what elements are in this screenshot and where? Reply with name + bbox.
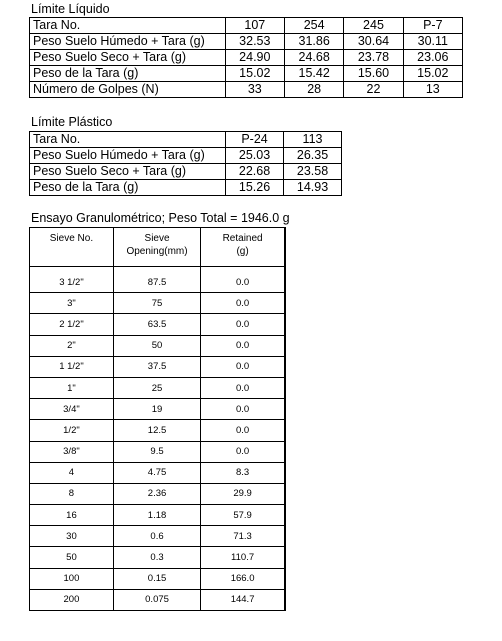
sieve-no-cell: 2" [30, 335, 114, 356]
retained-cell: 0.0 [201, 293, 285, 314]
opening-cell: 0.15 [113, 568, 200, 589]
sieve-no-cell: 100 [30, 568, 114, 589]
retained-cell: 57.9 [201, 505, 285, 526]
row-label: Peso de la Tara (g) [30, 66, 226, 82]
sieve-table [29, 227, 286, 611]
opening-cell: 0.075 [113, 589, 200, 610]
retained-cell: 0.0 [201, 420, 285, 441]
opening-cell: 19 [113, 399, 200, 420]
cell-value: 32.53 [225, 34, 284, 50]
retained-cell: 0.0 [201, 377, 285, 398]
retained-header [201, 228, 285, 267]
row-label: Número de Golpes (N) [30, 82, 226, 98]
table-row [30, 82, 463, 98]
opening-cell: 12.5 [113, 420, 200, 441]
table-row [30, 462, 286, 483]
table-row [30, 420, 286, 441]
table-row [30, 272, 286, 293]
sieve-no-cell: 2 1/2" [30, 314, 114, 335]
sieve-no-cell: 16 [30, 505, 114, 526]
retained-cell: 166.0 [201, 568, 285, 589]
sieve-no-cell: 1/2" [30, 420, 114, 441]
cell-value: 33 [225, 82, 284, 98]
row-label: Peso Suelo Seco + Tara (g) [30, 50, 226, 66]
row-label: Peso Suelo Seco + Tara (g) [30, 164, 226, 180]
retained-cell: 29.9 [201, 483, 285, 504]
tare-id: 113 [284, 132, 342, 148]
header-text: Retained [222, 233, 263, 244]
gradation-title: Ensayo Granulométrico; Peso Total = 1946.0 g [31, 211, 290, 225]
sieve-no-cell: 30 [30, 526, 114, 547]
cell-value: 14.93 [284, 180, 342, 196]
table-row [30, 34, 463, 50]
table-row [30, 589, 286, 610]
table-row [30, 505, 286, 526]
opening-cell: 2.36 [113, 483, 200, 504]
table-row [30, 66, 463, 82]
retained-cell: 0.0 [201, 441, 285, 462]
row-label: Peso de la Tara (g) [30, 180, 226, 196]
opening-cell: 50 [113, 335, 200, 356]
opening-cell: 37.5 [113, 356, 200, 377]
sieve-no-cell: 8 [30, 483, 114, 504]
retained-cell: 110.7 [201, 547, 285, 568]
cell-value: 22.68 [226, 164, 284, 180]
retained-cell: 0.0 [201, 272, 285, 293]
sieve-no-cell: 3/8" [30, 441, 114, 462]
table-row [30, 547, 286, 568]
cell-value: 23.78 [344, 50, 403, 66]
retained-cell: 8.3 [201, 462, 285, 483]
opening-cell: 9.5 [113, 441, 200, 462]
sieve-no-cell: 1 1/2" [30, 356, 114, 377]
retained-cell: 0.0 [201, 399, 285, 420]
cell-value: 24.68 [284, 50, 343, 66]
tare-id: 245 [344, 18, 403, 34]
sieve-no-cell: 3/4" [30, 399, 114, 420]
cell-value: 31.86 [284, 34, 343, 50]
sieve-no-cell: 200 [30, 589, 114, 610]
table-row [30, 568, 286, 589]
table-row [30, 377, 286, 398]
tare-id: P-7 [403, 18, 462, 34]
table-row [30, 441, 286, 462]
liquid-limit-title: Límite Líquido [31, 2, 110, 16]
header-text: (g) [236, 246, 249, 257]
cell-value: 15.02 [403, 66, 462, 82]
cell-value: 30.11 [403, 34, 462, 50]
cell-value: 23.06 [403, 50, 462, 66]
cell-value: 13 [403, 82, 462, 98]
opening-cell: 75 [113, 293, 200, 314]
table-header-row [30, 228, 286, 267]
table-row [30, 483, 286, 504]
tare-id: P-24 [226, 132, 284, 148]
table-row [30, 132, 342, 148]
tare-id: 107 [225, 18, 284, 34]
tare-header-label: Tara No. [30, 132, 226, 148]
cell-value: 15.60 [344, 66, 403, 82]
plastic-limit-title: Límite Plástico [31, 115, 113, 129]
table-row [30, 399, 286, 420]
cell-value: 23.58 [284, 164, 342, 180]
liquid-limit-table [29, 17, 463, 98]
row-label: Peso Suelo Húmedo + Tara (g) [30, 34, 226, 50]
opening-cell: 63.5 [113, 314, 200, 335]
retained-cell: 0.0 [201, 356, 285, 377]
sieve-no-cell: 4 [30, 462, 114, 483]
table-row [30, 356, 286, 377]
table-row [30, 526, 286, 547]
row-label: Peso Suelo Húmedo + Tara (g) [30, 148, 226, 164]
cell-value: 15.02 [225, 66, 284, 82]
cell-value: 22 [344, 82, 403, 98]
cell-value: 15.42 [284, 66, 343, 82]
table-row [30, 335, 286, 356]
table-row [30, 18, 463, 34]
table-row [30, 148, 342, 164]
plastic-limit-table [29, 131, 342, 196]
cell-value: 26.35 [284, 148, 342, 164]
tare-header-label: Tara No. [30, 18, 226, 34]
tare-id: 254 [284, 18, 343, 34]
retained-cell: 71.3 [201, 526, 285, 547]
retained-cell: 0.0 [201, 335, 285, 356]
header-text: Sieve [144, 233, 170, 244]
opening-cell: 25 [113, 377, 200, 398]
cell-value: 28 [284, 82, 343, 98]
opening-cell: 4.75 [113, 462, 200, 483]
opening-header [113, 228, 200, 267]
sieve-no-cell: 50 [30, 547, 114, 568]
sieve-no-header [30, 228, 114, 267]
table-row [30, 314, 286, 335]
cell-value: 25.03 [226, 148, 284, 164]
opening-cell: 1.18 [113, 505, 200, 526]
table-row [30, 164, 342, 180]
table-row [30, 293, 286, 314]
table-row [30, 50, 463, 66]
retained-cell: 0.0 [201, 314, 285, 335]
cell-value: 24.90 [225, 50, 284, 66]
cell-value: 15.26 [226, 180, 284, 196]
header-text: Sieve No. [49, 233, 94, 244]
header-text: Opening(mm) [126, 246, 188, 257]
opening-cell: 87.5 [113, 272, 200, 293]
table-row [30, 180, 342, 196]
opening-cell: 0.6 [113, 526, 200, 547]
sieve-no-cell: 1" [30, 377, 114, 398]
sieve-no-cell: 3 1/2" [30, 272, 114, 293]
opening-cell: 0.3 [113, 547, 200, 568]
sieve-no-cell: 3" [30, 293, 114, 314]
cell-value: 30.64 [344, 34, 403, 50]
retained-cell: 144.7 [201, 589, 285, 610]
